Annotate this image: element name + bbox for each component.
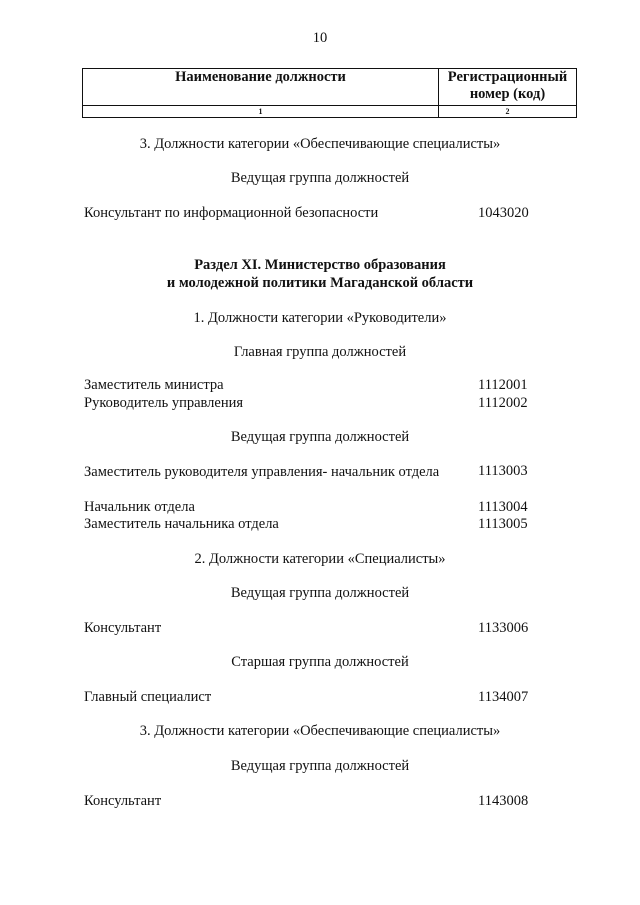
header-col-number-1: 1 xyxy=(83,106,439,118)
group-heading: Главная группа должностей xyxy=(233,344,407,360)
position-code: 1113004 xyxy=(478,499,528,515)
position-code: 1112002 xyxy=(478,395,528,411)
section-title-line2: и молодежной политики Магаданской области xyxy=(166,275,474,291)
category-heading: 2. Должности категории «Специалисты» xyxy=(194,551,446,567)
position-name: Руководитель управления xyxy=(84,395,244,411)
category-heading: 3. Должности категории «Обеспечивающие специалисты» xyxy=(139,723,501,739)
position-code: 1133006 xyxy=(478,620,529,636)
header-table xyxy=(82,68,577,118)
position-code: 1113005 xyxy=(478,516,528,532)
position-code: 1043020 xyxy=(478,205,529,221)
position-name: Заместитель министра xyxy=(84,377,224,393)
position-code: 1112001 xyxy=(478,377,528,393)
position-name: Начальник отдела xyxy=(84,499,195,515)
group-heading: Ведущая группа должностей xyxy=(230,170,410,186)
header-col-position: Наименование должности xyxy=(83,69,439,106)
position-code: 1113003 xyxy=(478,463,528,479)
group-heading: Ведущая группа должностей xyxy=(230,758,410,774)
section-title-line1: Раздел XI. Министерство образования xyxy=(194,257,446,273)
category-heading: 3. Должности категории «Обеспечивающие специалисты» xyxy=(139,136,501,152)
position-name: Консультант по информационной безопасности xyxy=(84,205,379,221)
position-code: 1134007 xyxy=(478,689,529,705)
header-col-code: Регистрационный номер (код) xyxy=(439,69,577,106)
group-heading: Старшая группа должностей xyxy=(231,654,409,670)
position-name: Консультант xyxy=(84,620,162,636)
header-col-number-2: 2 xyxy=(439,106,577,118)
position-code: 1143008 xyxy=(478,793,529,809)
page-number: 10 xyxy=(312,30,328,46)
category-heading: 1. Должности категории «Руководители» xyxy=(193,310,447,326)
position-name: Главный специалист xyxy=(84,689,212,705)
group-heading: Ведущая группа должностей xyxy=(230,429,410,445)
position-name: Заместитель руководителя управления- начальник отдела xyxy=(84,464,440,480)
group-heading: Ведущая группа должностей xyxy=(230,585,410,601)
position-name: Заместитель начальника отдела xyxy=(84,516,279,532)
position-name: Консультант xyxy=(84,793,162,809)
